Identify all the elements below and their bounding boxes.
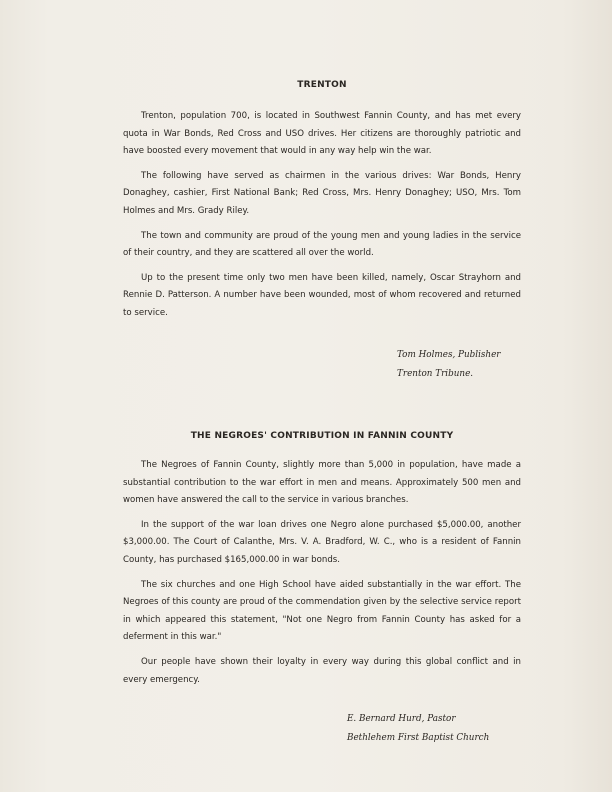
signature-name: Tom Holmes, Publisher — [397, 350, 501, 360]
paragraph: The town and community are proud of the young men and young ladies in the service of their country, and they are scattered all over the world. — [123, 230, 521, 259]
paragraph: In the support of the war loan drives one Negro alone purchased $5,000.00, another $3,000.00. The Court of Calanthe, Mrs. V. A. Bradford, W. C., who is a resident of Fannin County, has purchased $165,000.00 in war bonds. — [123, 519, 521, 565]
signature-affiliation: Bethlehem First Baptist Church — [347, 733, 490, 743]
signature-affiliation: Trenton Tribune. — [397, 369, 474, 379]
paragraph: The following have served as chairmen in the various drives: War Bonds, Henry Donaghey, cashier, First National Bank; Red Cross, Mrs. Henry Donaghey; USO, Mrs. Tom Holmes and Mrs. Grady Riley. — [123, 170, 521, 216]
signature-trenton — [397, 346, 501, 384]
paragraph: Trenton, population 700, is located in Southwest Fannin County, and has met every quota in War Bonds, Red Cross and USO drives. Her citizens are thoroughly patriotic and have boosted every movement that would in any way help win the war. — [123, 111, 521, 157]
paragraph: Our people have shown their loyalty in every way during this global conflict and in every emergency. — [123, 656, 521, 685]
section-title-trenton: TRENTON — [297, 80, 347, 90]
signature-negroes-contribution — [347, 710, 489, 748]
section-title-negroes-contribution: THE NEGROES' CONTRIBUTION IN FANNIN COUNTY — [190, 431, 454, 441]
signature-name: E. Bernard Hurd, Pastor — [347, 714, 456, 724]
section-body-negroes-contribution — [123, 457, 521, 689]
paragraph: The six churches and one High School have aided substantially in the war effort. The Negroes of this county are proud of the commendation given by the selective service report in which appeared this statement, "Not one Negro from Fannin County has asked for a deferment in this war." — [123, 579, 521, 643]
paragraph: The Negroes of Fannin County, slightly more than 5,000 in population, have made a substantial contribution to the war effort in men and means. Approximately 500 men and women have answered the call to the service in various branches. — [123, 460, 521, 506]
section-body-trenton — [123, 108, 521, 323]
paragraph: Up to the present time only two men have been killed, namely, Oscar Strayhorn and Rennie D. Patterson. A number have been wounded, most of whom recovered and returned to service. — [123, 272, 521, 318]
